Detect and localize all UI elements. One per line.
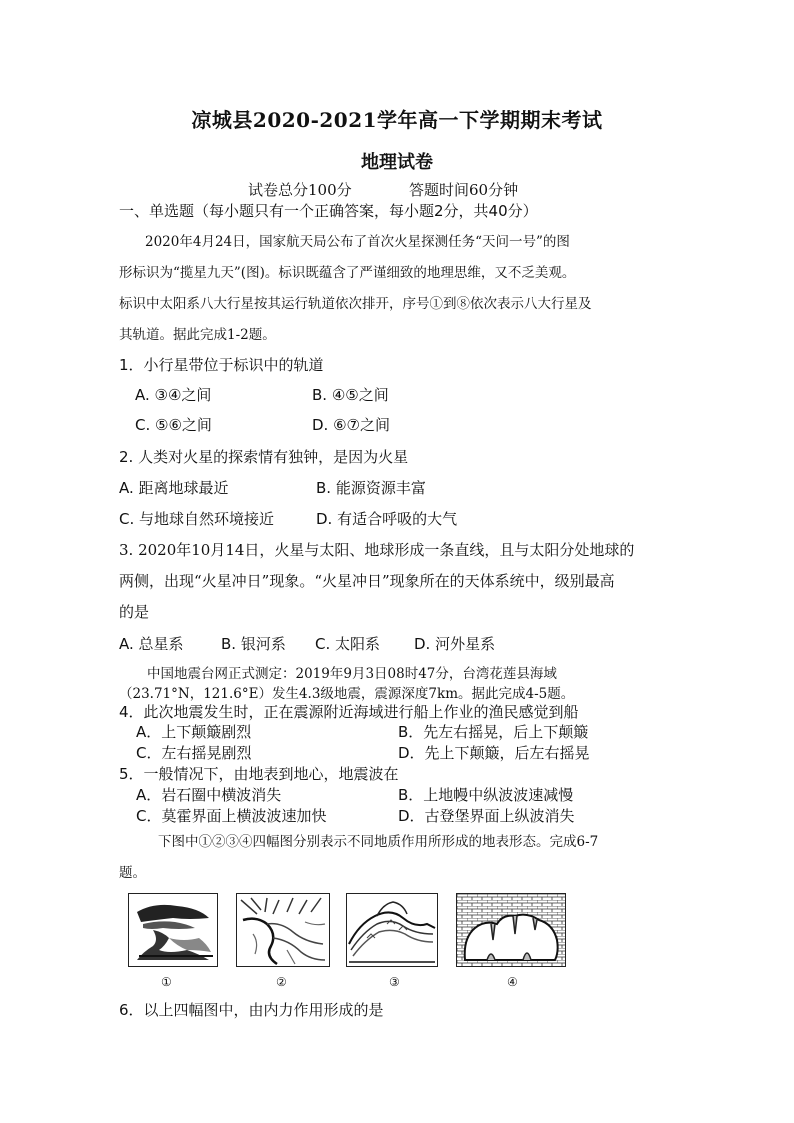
question-stem: 3. 2020年10月14日，火星与太阳、地球形成一条直线，且与太阳分处地球的: [119, 541, 635, 559]
option-a: A. 距离地球最近: [119, 479, 229, 497]
option-b: B. 银河系: [221, 635, 286, 653]
exam-subtitle: 地理试卷: [361, 152, 433, 173]
passage-line: 题。: [119, 865, 146, 881]
figure-3-image: [346, 893, 438, 967]
figure-3-label: ③: [389, 975, 400, 989]
option-b: B．上地幔中纵波波速减慢: [398, 786, 574, 804]
section-heading: 一、单选题（每小题只有一个正确答案，每小题2分，共40分）: [119, 202, 538, 220]
question-stem: 两侧，出现“火星冲日”现象。“火星冲日”现象所在的天体系统中，级别最高: [119, 572, 615, 590]
option-d: D. 河外星系: [414, 635, 496, 653]
option-a: A. ③④之间: [135, 386, 212, 404]
question-stem: 1．小行星带位于标识中的轨道: [119, 356, 324, 374]
figure-2-image: [236, 893, 330, 967]
figure-4-label: ④: [507, 975, 518, 989]
option-a: A. 总星系: [119, 635, 184, 653]
question-stem: 5．一般情况下，由地表到地心，地震波在: [119, 765, 399, 783]
rock-pillar-icon: [129, 894, 217, 966]
option-d: D. ⑥⑦之间: [312, 416, 390, 434]
passage-line: 其轨道。据此完成1-2题。: [119, 327, 276, 343]
option-c: C. ⑤⑥之间: [135, 416, 212, 434]
option-c: C. 太阳系: [315, 635, 381, 653]
river-delta-icon: [237, 894, 329, 966]
option-d: D. 有适合呼吸的大气: [316, 510, 458, 528]
question-stem: 2. 人类对火星的探索情有独钟，是因为火星: [119, 448, 409, 466]
exam-title: 凉城县2020-2021学年高一下学期期末考试: [191, 108, 603, 132]
exam-time: 答题时间60分钟: [409, 181, 519, 199]
passage-line: 2020年4月24日，国家航天局公布了首次火星探测任务“天问一号”的图: [145, 234, 570, 250]
figure-4-image: [456, 893, 566, 967]
option-c: C．左右摇晃剧烈: [136, 744, 252, 762]
question-stem: 6．以上四幅图中，由内力作用形成的是: [119, 1001, 384, 1019]
passage-line: （23.71°N，121.6°E）发生4.3级地震，震源深度7km。据此完成4-5题。: [119, 686, 575, 702]
passage-line: 下图中①②③④四幅图分别表示不同地质作用所形成的地表形态。完成6-7: [158, 834, 599, 850]
total-score: 试卷总分100分: [248, 181, 352, 199]
option-c: C. 与地球自然环境接近: [119, 510, 275, 528]
question-stem: 4．此次地震发生时，正在震源附近海域进行船上作业的渔民感觉到船: [119, 703, 579, 721]
karst-cave-icon: [457, 894, 565, 966]
figure-1-image: [128, 893, 218, 967]
passage-line: 中国地震台网正式测定：2019年9月3日08时47分，台湾花莲县海域: [147, 666, 557, 682]
option-b: B. ④⑤之间: [312, 386, 389, 404]
option-b: B．先左右摇晃，后上下颠簸: [398, 723, 589, 741]
passage-line: 标识中太阳系八大行星按其运行轨道依次排开，序号①到⑧依次表示八大行星及: [119, 296, 592, 312]
figure-1-label: ①: [161, 975, 172, 989]
folded-mountain-icon: [347, 894, 437, 966]
figure-2-label: ②: [276, 975, 287, 989]
option-b: B. 能源资源丰富: [316, 479, 426, 497]
question-stem: 的是: [119, 603, 150, 621]
passage-line: 形标识为“揽星九天”(图)。标识既蕴含了严谨细致的地理思维，又不乏美观。: [119, 265, 576, 281]
option-d: D．古登堡界面上纵波消失: [398, 807, 575, 825]
option-a: A．上下颠簸剧烈: [136, 723, 252, 741]
option-d: D．先上下颠簸，后左右摇晃: [398, 744, 590, 762]
option-c: C．莫霍界面上横波波速加快: [136, 807, 327, 825]
option-a: A．岩石圈中横波消失: [136, 786, 282, 804]
